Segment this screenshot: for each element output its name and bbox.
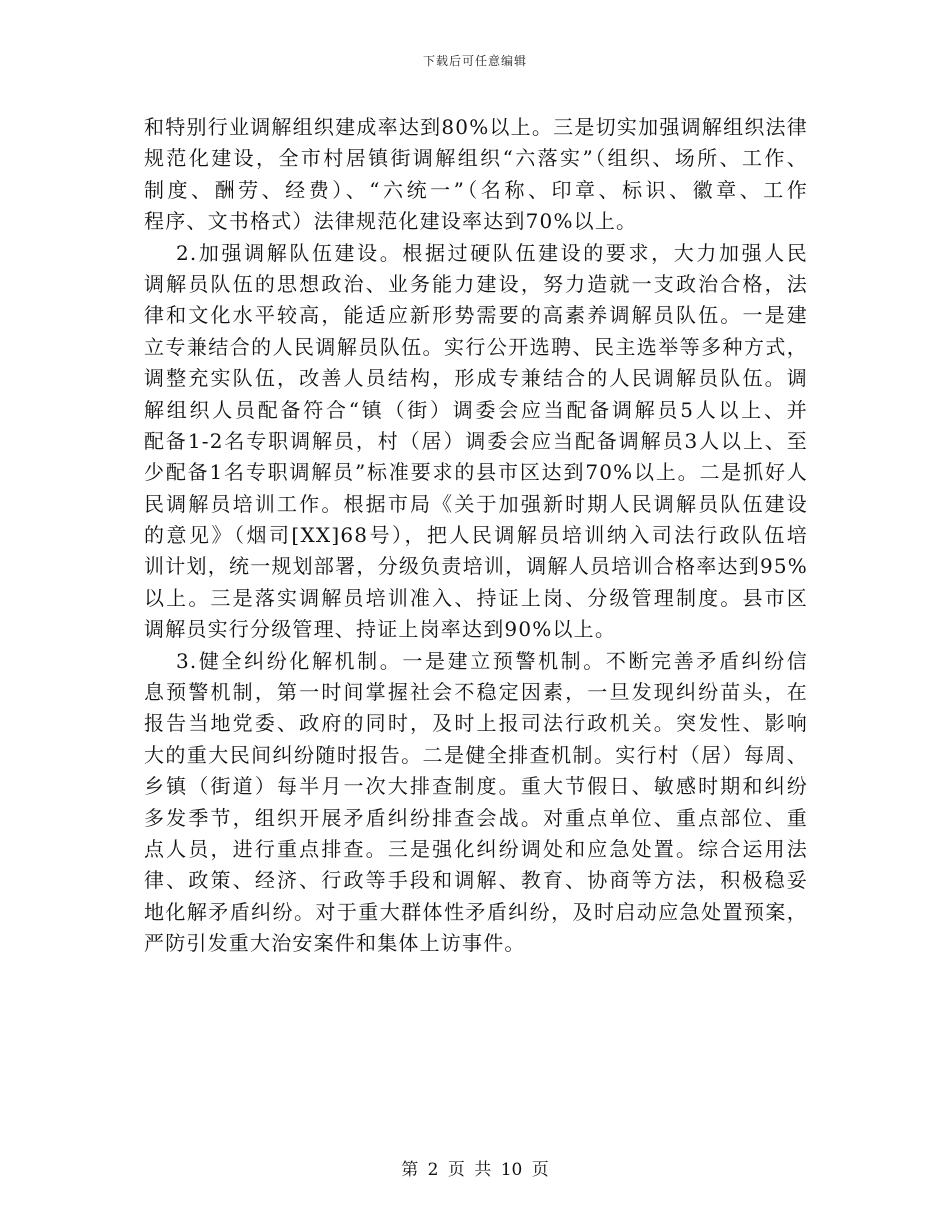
text-line: 配备1-2名专职调解员，村（居）调委会应当配备调解员3人以上、至 xyxy=(144,428,808,453)
document-body xyxy=(144,112,808,960)
text-line: 多发季节，组织开展矛盾纠纷排查会战。对重点单位、重点部位、重 xyxy=(144,805,808,830)
text-line: 律和文化水平较高，能适应新形势需要的高素养调解员队伍。一是建 xyxy=(144,303,808,328)
text-line: 民调解员培训工作。根据市局《关于加强新时期人民调解员队伍建设 xyxy=(144,491,808,516)
text-line: 制度、酬劳、经费）、“六统一”（名称、印章、标识、徽章、工作 xyxy=(144,177,808,202)
page-footer: 第 2 页 共 10 页 xyxy=(401,1160,549,1180)
text-line: 解组织人员配备符合“镇（街）调委会应当配备调解员5人以上、并 xyxy=(144,397,808,422)
text-line: 规范化建设，全市村居镇街调解组织“六落实”（组织、场所、工作、 xyxy=(144,146,808,171)
text-line: 大的重大民间纠纷随时报告。二是健全排查机制。实行村（居）每周、 xyxy=(144,742,808,767)
text-line: 和特别行业调解组织建成率达到80%以上。三是切实加强调解组织法律 xyxy=(144,115,808,139)
text-line: 少配备1名专职调解员”标准要求的县市区达到70%以上。二是抓好人 xyxy=(144,460,808,485)
paragraph xyxy=(144,112,808,238)
page-header: 下载后可任意编辑 xyxy=(422,54,527,68)
text-line: 以上。三是落实调解员培训准入、持证上岗、分级管理制度。县市区 xyxy=(144,585,808,610)
text-line: 严防引发重大治安案件和集体上访事件。 xyxy=(144,931,526,956)
text-line: 程序、文书格式）法律规范化建设率达到70%以上。 xyxy=(144,209,638,234)
text-line: 乡镇（街道）每半月一次大排查制度。重大节假日、敏感时期和纠纷 xyxy=(144,774,808,799)
text-line: 调整充实队伍，改善人员结构，形成专兼结合的人民调解员队伍。调 xyxy=(144,366,808,391)
text-line: 报告当地党委、政府的同时，及时上报司法行政机关。突发性、影响 xyxy=(144,711,808,736)
text-line: 地化解矛盾纠纷。对于重大群体性矛盾纠纷，及时启动应急处置预案， xyxy=(144,899,808,924)
text-line: 立专兼结合的人民调解员队伍。实行公开选聘、民主选举等多种方式， xyxy=(144,334,808,359)
text-line: 律、政策、经济、行政等手段和调解、教育、协商等方法，积极稳妥 xyxy=(144,868,808,893)
text-line: 点人员，进行重点排查。三是强化纠纷调处和应急处置。综合运用法 xyxy=(144,836,808,861)
paragraph xyxy=(144,238,808,646)
text-line: 3.健全纠纷化解机制。一是建立预警机制。不断完善矛盾纠纷信 xyxy=(176,648,808,673)
text-line: 调解员队伍的思想政治、业务能力建设，努力造就一支政治合格，法 xyxy=(144,271,808,296)
text-line: 训计划，统一规划部署，分级负责培训，调解人员培训合格率达到95% xyxy=(144,554,808,579)
text-line: 的意见》（烟司[XX]68号），把人民调解员培训纳入司法行政队伍培 xyxy=(144,523,808,548)
text-line: 调解员实行分级管理、持证上岗率达到90%以上。 xyxy=(144,617,617,642)
text-line: 息预警机制，第一时间掌握社会不稳定因素，一旦发现纠纷苗头，在 xyxy=(144,680,808,705)
text-line: 2.加强调解队伍建设。根据过硬队伍建设的要求，大力加强人民 xyxy=(176,240,808,265)
paragraph xyxy=(144,646,808,960)
